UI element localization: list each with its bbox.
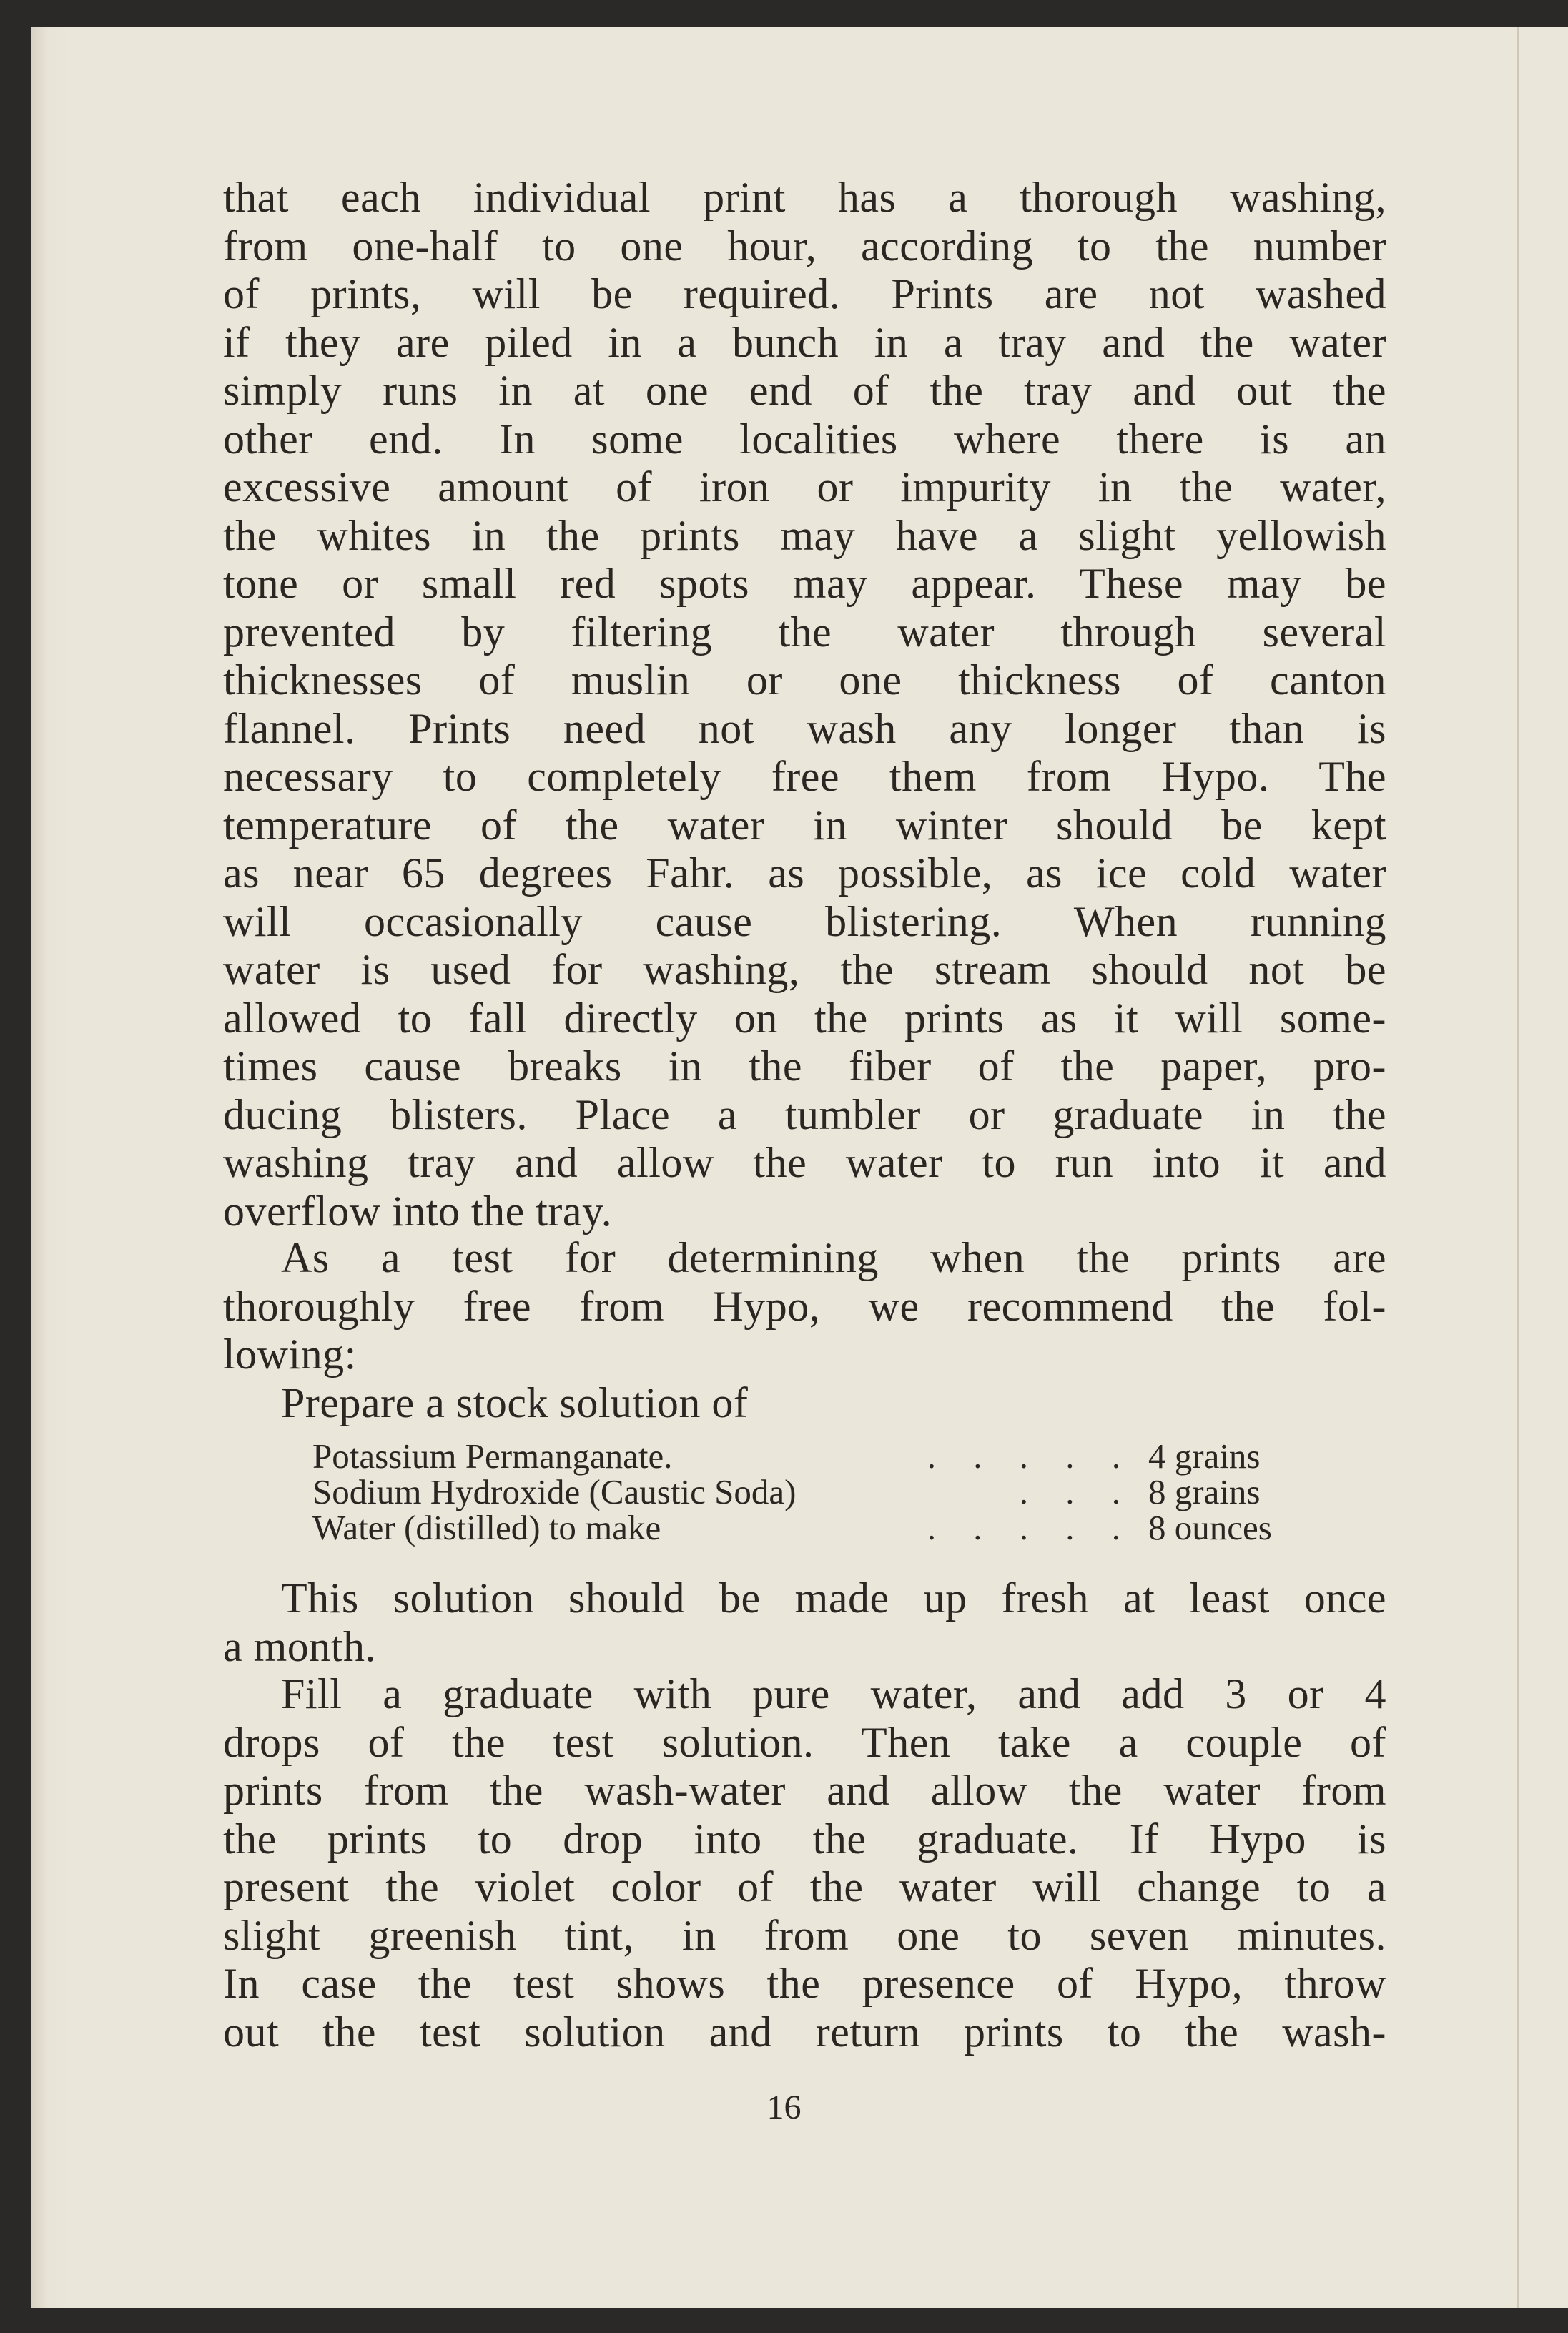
- ingredient: Sodium Hydroxide (Caustic Soda): [312, 1472, 797, 1511]
- text-line: slight greenish tint, in from one to seven minutes.: [223, 1911, 1386, 1959]
- text-line: simply runs in at one end of the tray and out the: [223, 367, 1386, 414]
- text-line: the prints to drop into the graduate. If Hypo is: [223, 1815, 1386, 1863]
- text-line: In case the test shows the presence of Hypo, throw: [223, 1960, 1386, 2007]
- amount: 4 grains: [1148, 1436, 1261, 1476]
- formula-table: [312, 1436, 1313, 1547]
- text-line: of prints, will be required. Prints are not washed: [223, 270, 1386, 317]
- text-line: excessive amount of iron or impurity in the water,: [223, 463, 1386, 511]
- text-line: a month.: [223, 1622, 376, 1670]
- amount: 8 grains: [1148, 1472, 1261, 1511]
- text-line: lowing:: [223, 1331, 357, 1378]
- text-line: the whites in the prints may have a slight yellowish: [223, 511, 1386, 559]
- text-line: from one-half to one hour, according to the number: [223, 222, 1386, 270]
- paragraph-test: [223, 1234, 1386, 1427]
- text-line: thoroughly free from Hypo, we recommend the fol-: [223, 1282, 1386, 1330]
- text-line: Fill a graduate with pure water, and add 3 or 4: [281, 1670, 1386, 1717]
- leader-dots: . . . . .: [927, 1508, 1135, 1547]
- ingredient: Potassium Permanganate.: [312, 1436, 673, 1476]
- text-line: tone or small red spots may appear. These may be: [223, 560, 1386, 607]
- paragraph-freshness: [223, 1574, 1386, 1671]
- text-line: will occasionally cause blistering. When running: [223, 897, 1386, 945]
- text-line: other end. In some localities where there is an: [223, 415, 1386, 463]
- text-line: prevented by filtering the water through several: [223, 608, 1386, 656]
- ingredient: Water (distilled) to make: [312, 1508, 661, 1547]
- formula-row: [312, 1436, 1313, 1476]
- text-line: necessary to completely free them from Hypo. The: [223, 753, 1386, 800]
- text-line: drops of the test solution. Then take a couple of: [223, 1718, 1386, 1766]
- text-line: temperature of the water in winter should be kept: [223, 801, 1386, 849]
- text-line: Prepare a stock solution of: [281, 1378, 749, 1426]
- text-line: water is used for washing, the stream should not be: [223, 946, 1386, 993]
- text-line: out the test solution and return prints to the wash-: [223, 2008, 1386, 2056]
- text-line: that each individual print has a thorough washing,: [223, 174, 1386, 221]
- formula-row: [312, 1510, 1313, 1546]
- text-line: present the violet color of the water will change to a: [223, 1863, 1386, 1910]
- page-number: 16: [766, 2088, 802, 2126]
- paragraph-washing: [223, 174, 1386, 1235]
- text-line: washing tray and allow the water to run into it and: [223, 1139, 1386, 1186]
- text-line: ducing blisters. Place a tumbler or graduate in the: [223, 1090, 1386, 1138]
- paragraph-procedure: [223, 1670, 1386, 2056]
- text-line: flannel. Prints need not wash any longer than is: [223, 704, 1386, 752]
- page-edge: [31, 27, 74, 2308]
- leader-dots: . . .: [1019, 1472, 1135, 1511]
- text-line: overflow into the tray.: [223, 1187, 613, 1235]
- text-line: times cause breaks in the fiber of the paper, pro-: [223, 1042, 1386, 1090]
- text-line: allowed to fall directly on the prints as it will some-: [223, 994, 1386, 1042]
- leader-dots: . . . . .: [927, 1436, 1135, 1476]
- amount: 8 ounces: [1148, 1508, 1272, 1547]
- text-line: prints from the wash-water and allow the water from: [223, 1767, 1386, 1814]
- text-line: As a test for determining when the prints are: [281, 1234, 1386, 1281]
- text-line: as near 65 degrees Fahr. as possible, as ice cold water: [223, 849, 1386, 897]
- formula-row: [312, 1474, 1313, 1510]
- text-line: if they are piled in a bunch in a tray and the water: [223, 318, 1386, 366]
- text-line: This solution should be made up fresh at least once: [281, 1574, 1386, 1622]
- gutter-line: [1517, 27, 1519, 2308]
- text-line: thicknesses of muslin or one thickness of canton: [223, 656, 1386, 704]
